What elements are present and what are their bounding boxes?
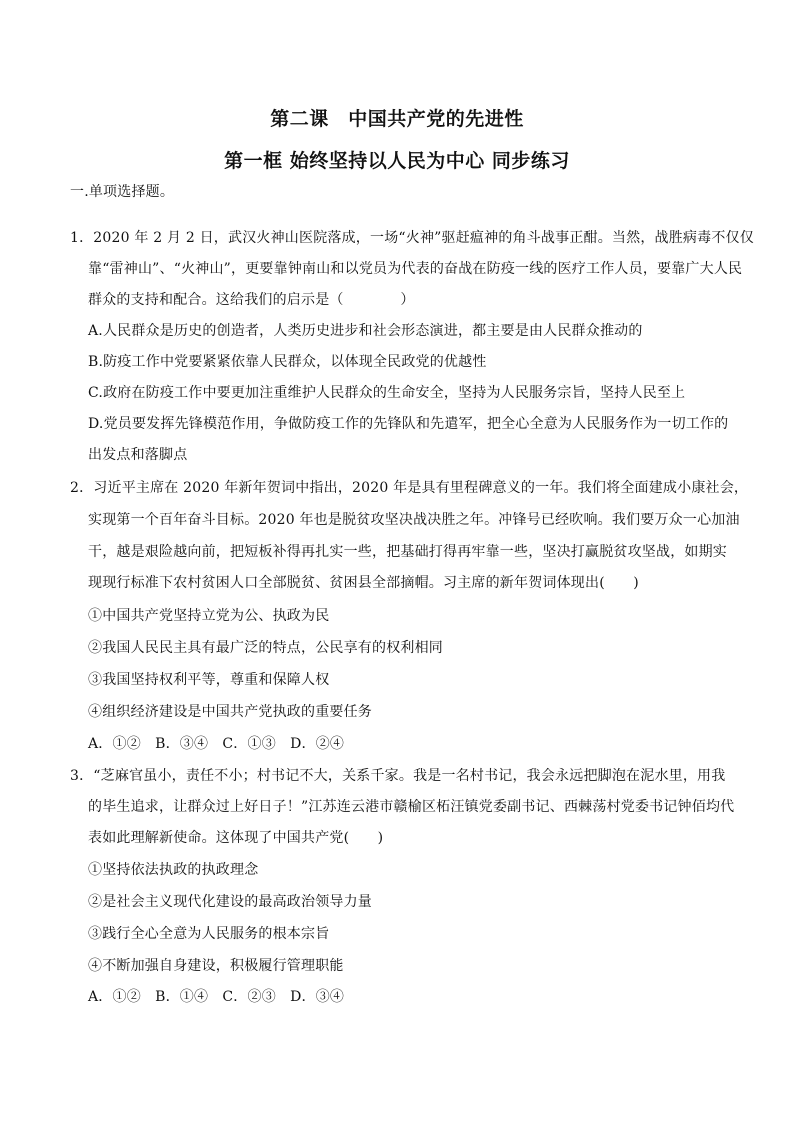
question-3-answer-choices: A．①② B．①④ C．②③ D．③④ <box>88 989 345 1005</box>
question-2-stem-line-1: 2．习近平主席在 2020 年新年贺词中指出，2020 年是具有里程碑意义的一年。我们将全面建成小康社会， <box>70 480 749 496</box>
question-2-stem-line-4: 现现行标准下农村贫困人口全部脱贫、贫困县全部摘帽。习主席的新年贺词体现出( ) <box>88 575 639 591</box>
question-3-stem-line-3: 表如此理解新使命。这体现了中国共产党( ) <box>88 830 384 846</box>
question-1-stem-line-2: 靠“雷神山”、“火神山”，更要靠钟南山和以党员为代表的奋战在防疫一线的医疗工作人员，要靠广大人民 <box>88 261 743 277</box>
question-3-stem-line-2: 的毕生追求，让群众过上好日子！”江苏连云港市赣榆区柘汪镇党委副书记、西棘荡村党委书记钟佰均代 <box>88 799 735 815</box>
question-3-statement-4: ④不断加强自身建设，积极履行管理职能 <box>88 958 344 974</box>
question-1-option-d: D.党员要发挥先锋模范作用，争做防疫工作的先锋队和先遣军，把全心全意为人民服务作为一切工作的 <box>88 416 729 432</box>
question-2-statement-2: ②我国人民民主具有最广泛的特点，公民享有的权利相同 <box>88 640 443 656</box>
question-1-option-b: B.防疫工作中党要紧紧依靠人民群众，以体现全民政党的优越性 <box>88 354 487 370</box>
question-2-stem-line-2: 实现第一个百年奋斗目标。2020 年也是脱贫攻坚决战决胜之年。冲锋号已经吹响。我们要万众一心加油 <box>88 512 740 528</box>
question-3-statement-1: ①坚持依法执政的执政理念 <box>88 862 259 878</box>
question-3-stem-line-1: 3．“芝麻官虽小，责任不小；村书记不大，关系千家。我是一名村书记，我会永远把脚泡在泥水里，用我 <box>70 768 726 784</box>
question-2-statement-1: ①中国共产党坚持立党为公、执政为民 <box>88 608 330 624</box>
question-1-stem-line-1: 1．2020 年 2 月 2 日，武汉火神山医院落成，一场“火神”驱赶瘟神的角斗战事正酣。当然，战胜病毒不仅仅 <box>70 230 754 246</box>
section-heading: 一.单项选择题。 <box>70 184 175 200</box>
question-3-statement-2: ②是社会主义现代化建设的最高政治领导力量 <box>88 894 372 910</box>
question-2-answer-choices: A．①② B．③④ C．①③ D．②④ <box>88 736 345 752</box>
page-subtitle: 第一框 始终坚持以人民为中心 同步练习 <box>224 150 570 172</box>
page-title: 第二课 中国共产党的先进性 <box>270 108 524 130</box>
question-1-option-a: A.人民群众是历史的创造者，人类历史进步和社会形态演进，都主要是由人民群众推动的 <box>88 323 643 339</box>
question-2-statement-4: ④组织经济建设是中国共产党执政的重要任务 <box>88 704 372 720</box>
question-1-option-c: C.政府在防疫工作中要更加注重维护人民群众的生命安全，坚持为人民服务宗旨，坚持人民至上 <box>88 385 686 401</box>
question-1-option-d-continued: 出发点和落脚点 <box>88 447 188 463</box>
question-2-stem-line-3: 干，越是艰险越向前，把短板补得再扎实一些，把基础打得再牢靠一些，坚决打赢脱贫攻坚战，如期实 <box>88 544 727 560</box>
question-1-stem-line-3: 群众的支持和配合。这给我们的启示是（ ） <box>88 292 415 308</box>
question-2-statement-3: ③我国坚持权利平等，尊重和保障人权 <box>88 672 330 688</box>
question-3-statement-3: ③践行全心全意为人民服务的根本宗旨 <box>88 926 330 942</box>
